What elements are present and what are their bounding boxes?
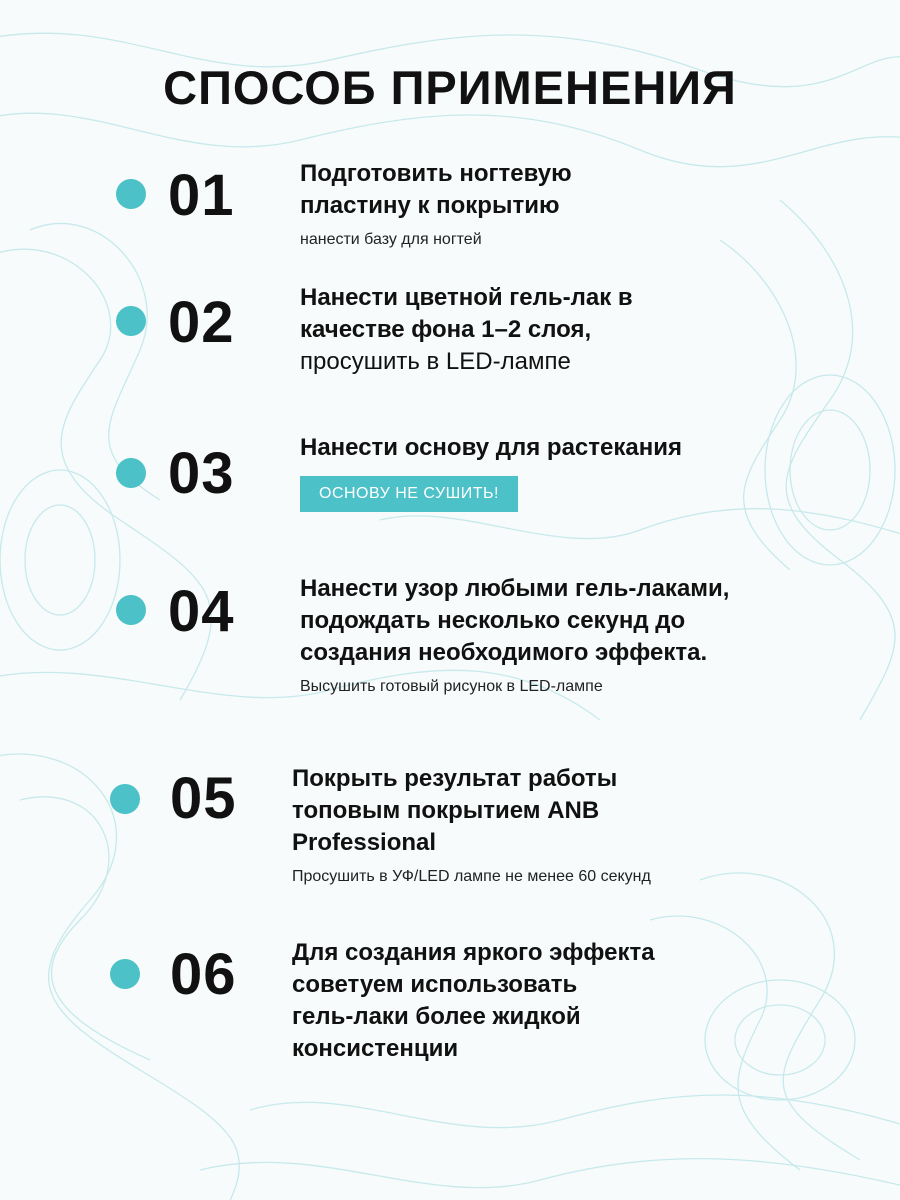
step-note: Высушить готовый рисунок в LED-лампе [300, 678, 603, 695]
step-text [300, 158, 820, 250]
step-bullet [116, 179, 146, 209]
step-subheading: просушить в LED-лампе [300, 348, 571, 375]
step-number: 03 [168, 441, 235, 506]
step-text [292, 763, 812, 887]
step-heading: Покрыть результат работы топовым покрытием ANB Professional [292, 765, 618, 856]
step-text [300, 432, 860, 512]
warning-badge: ОСНОВУ НЕ СУШИТЬ! [300, 476, 518, 512]
step-bullet [116, 595, 146, 625]
step-note: Просушить в УФ/LED лампе не менее 60 секунд [292, 868, 651, 885]
step-number: 05 [170, 766, 237, 831]
step-bullet [116, 458, 146, 488]
step-bullet [110, 784, 140, 814]
step-bullet [116, 306, 146, 336]
step-heading: Нанести узор любыми гель-лаками, подождать несколько секунд до создания необходимого эффекта. [300, 575, 730, 666]
step-number: 06 [170, 942, 237, 1007]
step-text [292, 937, 812, 1065]
page-title: СПОСОБ ПРИМЕНЕНИЯ [163, 61, 737, 114]
step-heading: Нанести основу для растекания [300, 434, 682, 461]
step-heading: Нанести цветной гель-лак в качестве фона 1–2 слоя, [300, 284, 633, 343]
step-number: 02 [168, 290, 235, 355]
step-heading: Для создания яркого эффекта советуем использовать гель-лаки более жидкой консистенции [292, 939, 655, 1062]
step-note: нанести базу для ногтей [300, 231, 482, 248]
step-number: 01 [168, 163, 235, 228]
step-heading: Подготовить ногтевую пластину к покрытию [300, 160, 572, 219]
step-number: 04 [168, 579, 235, 644]
step-text [300, 573, 880, 697]
step-bullet [110, 959, 140, 989]
step-text [300, 282, 820, 378]
